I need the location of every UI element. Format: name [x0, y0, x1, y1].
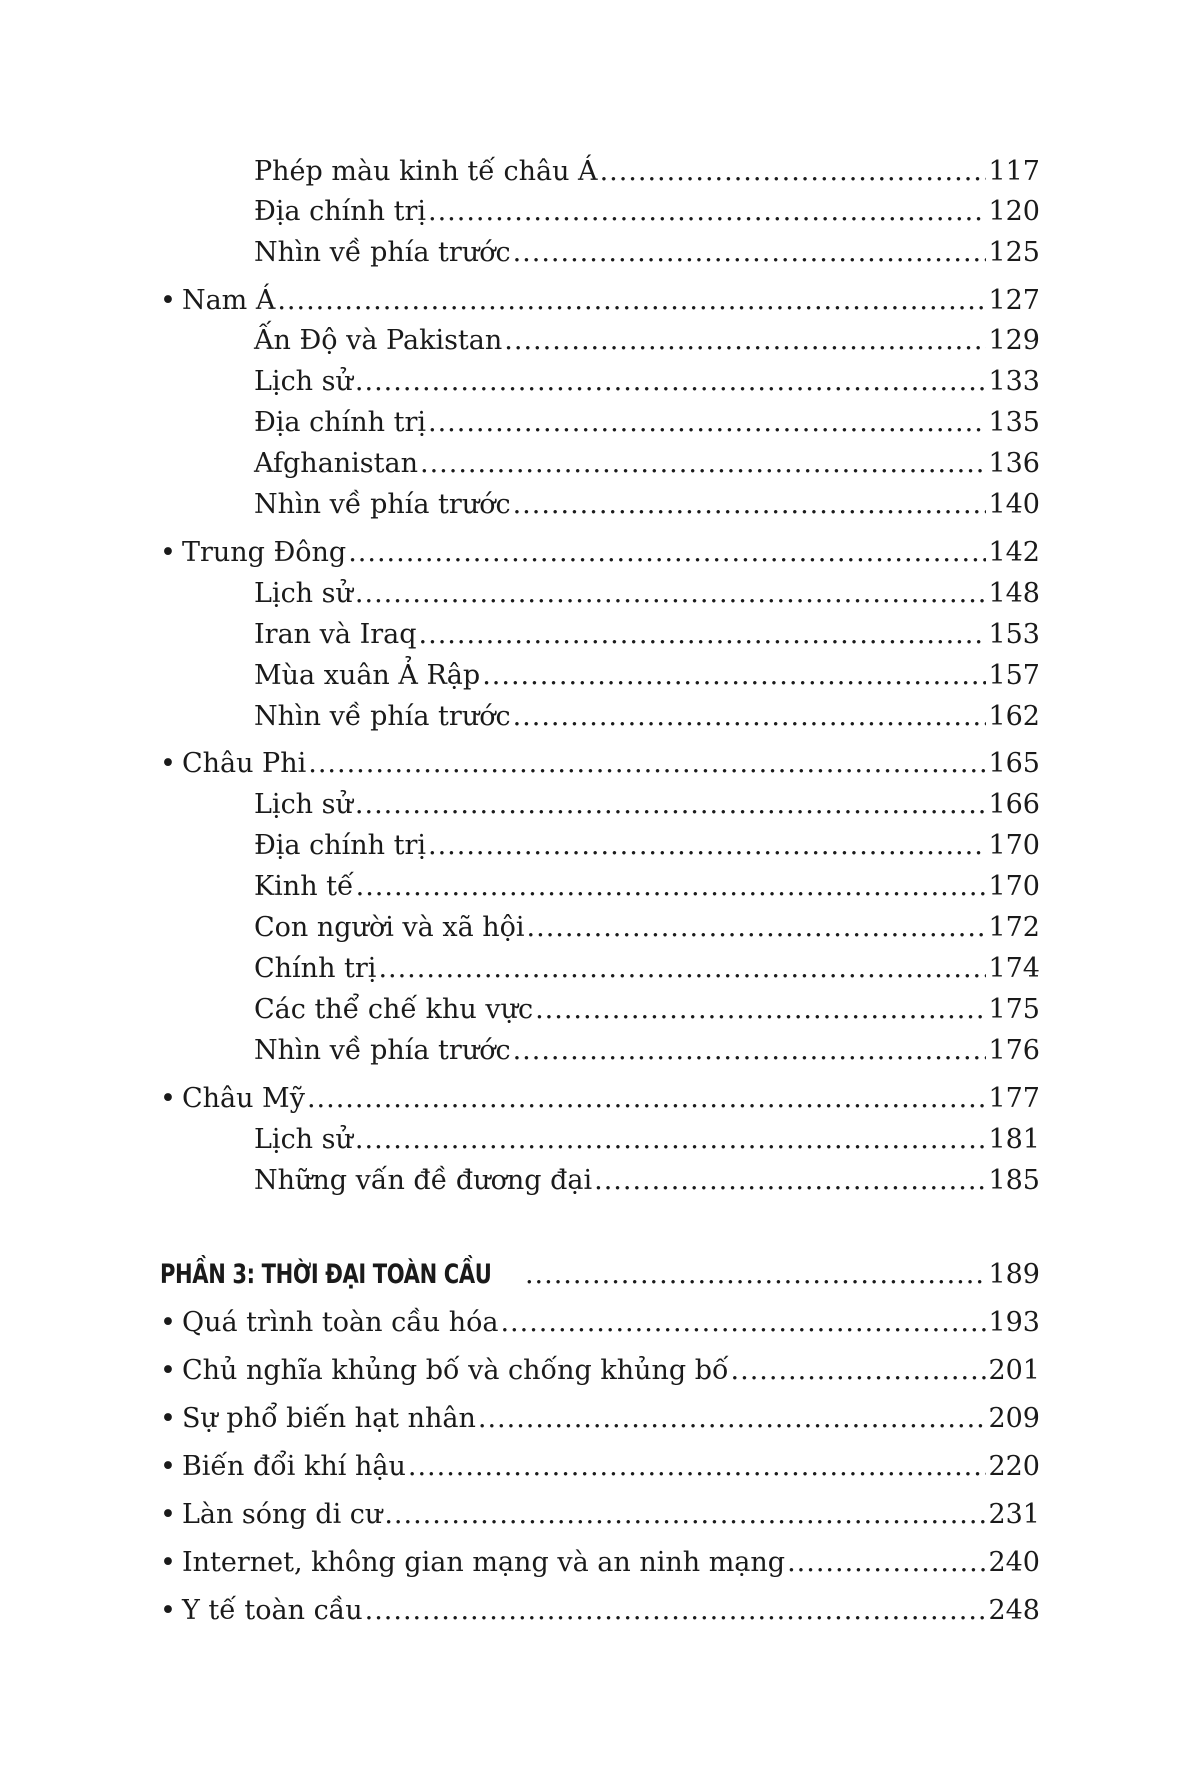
toc-entry-page: 185 [988, 1165, 1040, 1196]
toc-entry-label: Lịch sử [254, 789, 353, 820]
leader-dots [355, 1122, 987, 1158]
bullet-icon: • [160, 1547, 176, 1578]
toc-section-label: Trung Đông [181, 537, 347, 568]
part-item [160, 1497, 1040, 1533]
toc-entry-label: Nhìn về phía trước [254, 1035, 511, 1066]
leader-dots [428, 828, 986, 864]
toc-entry [254, 235, 1040, 271]
part-item [160, 1401, 1040, 1437]
part-heading [160, 1257, 1040, 1293]
toc-entry [254, 405, 1040, 441]
toc-entry-label: Kinh tế [254, 871, 354, 902]
toc-entry [254, 658, 1040, 694]
part-item [160, 1593, 1040, 1629]
toc-entry-page: 170 [988, 871, 1040, 902]
leader-dots [307, 1081, 986, 1117]
leader-dots [500, 1305, 986, 1341]
toc-entry-label: Phép màu kinh tế châu Á [254, 156, 598, 187]
leader-dots [277, 283, 986, 319]
part-item-label: Sự phổ biến hạt nhân [181, 1403, 476, 1434]
toc-entry [254, 446, 1040, 482]
toc-entry-label: Địa chính trị [254, 830, 427, 861]
leader-dots [513, 699, 987, 735]
toc-entry [254, 1033, 1040, 1069]
leader-dots [356, 869, 987, 905]
toc-entry-label: Lịch sử [254, 1124, 353, 1155]
toc-entry-label: Mùa xuân Ả Rập [254, 660, 481, 691]
toc-entry-label: Nhìn về phía trước [254, 701, 511, 732]
leader-dots [478, 1401, 987, 1437]
part-item [160, 1449, 1040, 1485]
leader-dots [355, 364, 987, 400]
part-item-page: 209 [988, 1403, 1040, 1434]
leader-dots [408, 1449, 987, 1485]
toc-entry-page: 166 [988, 789, 1040, 820]
toc-entry-page: 176 [988, 1035, 1040, 1066]
leader-dots [527, 910, 987, 946]
leader-dots [355, 576, 987, 612]
toc-entry-label: Những vấn đề đương đại [254, 1165, 593, 1196]
part-title: PHẦN 3: THỜI ĐẠI TOÀN CẦU [160, 1259, 492, 1290]
part-item-page: 220 [988, 1451, 1040, 1482]
bullet-icon: • [160, 748, 176, 779]
toc-entry-page: 162 [988, 701, 1040, 732]
leader-dots [504, 323, 986, 359]
toc-entry-label: Chính trị [254, 953, 377, 984]
toc-entry-page: 148 [988, 578, 1040, 609]
leader-dots [525, 1257, 987, 1293]
toc-entry-label: Iran và Iraq [254, 619, 417, 650]
toc-entry-label: Địa chính trị [254, 196, 427, 227]
leader-dots [378, 951, 986, 987]
leader-dots [348, 535, 986, 571]
toc-entry [254, 699, 1040, 735]
toc-section [160, 1081, 1040, 1117]
toc-entry [254, 194, 1040, 230]
bullet-icon: • [160, 537, 176, 568]
bullet-icon: • [160, 1451, 176, 1482]
toc-entry-label: Nhìn về phía trước [254, 237, 511, 268]
leader-dots [731, 1353, 987, 1389]
toc-entry [254, 487, 1040, 523]
toc-entry [254, 910, 1040, 946]
part-item-page: 201 [988, 1355, 1040, 1386]
part-item-page: 248 [988, 1595, 1040, 1626]
leader-dots [787, 1545, 986, 1581]
bullet-icon: • [160, 1355, 176, 1386]
bullet-icon: • [160, 1083, 176, 1114]
toc-entry-page: 136 [988, 448, 1040, 479]
toc-section-page: 127 [988, 285, 1040, 316]
toc-entry-page: 135 [988, 407, 1040, 438]
part-page: 189 [988, 1259, 1040, 1290]
leader-dots [600, 154, 987, 190]
toc-entry [254, 787, 1040, 823]
toc-entry [254, 1122, 1040, 1158]
toc-section [160, 746, 1040, 782]
toc-entry-label: Nhìn về phía trước [254, 489, 511, 520]
toc-entry-page: 153 [988, 619, 1040, 650]
leader-dots [594, 1163, 986, 1199]
toc-entry [254, 992, 1040, 1028]
part-item [160, 1353, 1040, 1389]
toc-section-page: 177 [988, 1083, 1040, 1114]
leader-dots [365, 1593, 987, 1629]
part-item-page: 231 [988, 1499, 1040, 1530]
leader-dots [513, 235, 987, 271]
leader-dots [384, 1497, 986, 1533]
toc-entry-label: Các thể chế khu vực [254, 994, 534, 1025]
toc-entry-page: 175 [988, 994, 1040, 1025]
part-item-page: 240 [988, 1547, 1040, 1578]
bullet-icon: • [160, 1499, 176, 1530]
leader-dots [513, 1033, 987, 1069]
toc-entry [254, 1163, 1040, 1199]
part-item-label: Y tế toàn cầu [181, 1595, 363, 1626]
part-item-page: 193 [988, 1307, 1040, 1338]
part-item [160, 1545, 1040, 1581]
leader-dots [535, 992, 986, 1028]
leader-dots [420, 446, 986, 482]
toc-entry-page: 125 [988, 237, 1040, 268]
toc-entry [254, 576, 1040, 612]
bullet-icon: • [160, 285, 176, 316]
part-item-label: Quá trình toàn cầu hóa [181, 1307, 499, 1338]
toc-section-page: 142 [988, 537, 1040, 568]
part-item-label: Internet, không gian mạng và an ninh mạng [181, 1547, 786, 1578]
toc-entry-page: 120 [988, 196, 1040, 227]
toc-entry-label: Con người và xã hội [254, 912, 525, 943]
toc-entry [254, 951, 1040, 987]
leader-dots [513, 487, 987, 523]
bullet-icon: • [160, 1307, 176, 1338]
leader-dots [419, 617, 987, 653]
toc-entry-page: 181 [988, 1124, 1040, 1155]
toc-entry-page: 174 [988, 953, 1040, 984]
toc-entry-label: Địa chính trị [254, 407, 427, 438]
leader-dots [428, 405, 986, 441]
toc-entry-label: Lịch sử [254, 366, 353, 397]
leader-dots [428, 194, 986, 230]
toc-entry [254, 323, 1040, 359]
toc-section-label: Châu Phi [181, 748, 307, 779]
toc-entry-page: 157 [988, 660, 1040, 691]
leader-dots [482, 658, 986, 694]
toc-section-page: 165 [988, 748, 1040, 779]
toc-entry [254, 828, 1040, 864]
toc-section-label: Nam Á [181, 285, 276, 316]
toc-entry-label: Afghanistan [254, 448, 419, 479]
toc-entry-page: 170 [988, 830, 1040, 861]
leader-dots [355, 787, 987, 823]
bullet-icon: • [160, 1595, 176, 1626]
part-item-label: Biến đổi khí hậu [181, 1451, 406, 1482]
toc-entry-page: 129 [988, 325, 1040, 356]
toc-entry-label: Ấn Độ và Pakistan [254, 325, 503, 356]
toc-entry [254, 617, 1040, 653]
toc-entry-page: 117 [988, 156, 1040, 187]
toc-entry [254, 364, 1040, 400]
part-item-label: Chủ nghĩa khủng bố và chống khủng bố [181, 1355, 729, 1386]
toc-entry [254, 869, 1040, 905]
leader-dots [308, 746, 986, 782]
toc-section [160, 283, 1040, 319]
bullet-icon: • [160, 1403, 176, 1434]
toc-entry-label: Lịch sử [254, 578, 353, 609]
toc-section [160, 535, 1040, 571]
toc-entry [254, 154, 1040, 190]
toc-entry-page: 133 [988, 366, 1040, 397]
part-item [160, 1305, 1040, 1341]
part-item-label: Làn sóng di cư [181, 1499, 383, 1530]
toc-entry-page: 140 [988, 489, 1040, 520]
toc-section-label: Châu Mỹ [181, 1083, 305, 1114]
toc-entry-page: 172 [988, 912, 1040, 943]
